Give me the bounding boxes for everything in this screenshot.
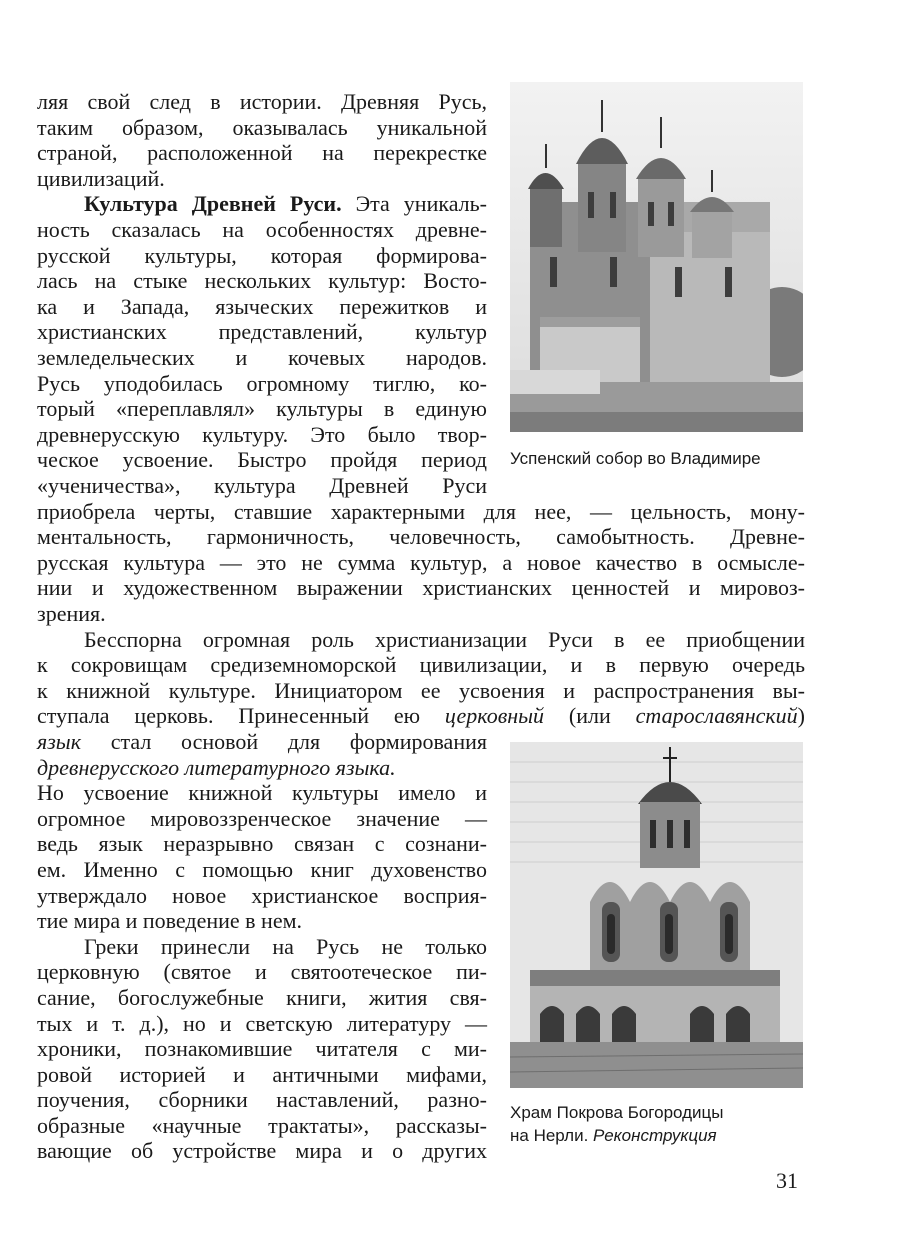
pokrova-caption-line1: Храм Покрова Богородицы bbox=[510, 1103, 724, 1122]
pokrova-caption-line2 bbox=[510, 1124, 717, 1148]
text-line: тие мира и поведение в нем. bbox=[37, 908, 303, 933]
text-line: хроники, познакомившие читателя с ми- bbox=[37, 1036, 487, 1061]
text-line: ментальность, гармоничность, человечность, самобытность. Древне- bbox=[37, 524, 805, 549]
text-line: поучения, сборники наставлений, разно- bbox=[37, 1087, 487, 1112]
text-line: лась на стыке нескольких культур: Восто- bbox=[37, 268, 487, 293]
pokrova-caption-place: на Нерли. bbox=[510, 1126, 594, 1145]
text-line: ведь язык неразрывно связан с сознани- bbox=[37, 831, 487, 856]
page-number: 31 bbox=[776, 1168, 798, 1193]
text-line: Греки принесли на Русь не только bbox=[84, 934, 487, 959]
section-heading-line bbox=[37, 191, 487, 217]
text-line: огромное мировоззренческое значение — bbox=[37, 806, 487, 831]
term-church-language: церковный bbox=[444, 703, 545, 728]
term-old-slavonic: старославянский bbox=[635, 703, 798, 728]
text-line: христианских представлений, культур bbox=[37, 319, 487, 344]
text-line: тых и т. д.), но и светскую литературу — bbox=[37, 1011, 487, 1036]
text-line: к сокровищам средиземноморской цивилизации, и в первую очередь bbox=[37, 652, 805, 677]
text-line: образные «научные трактаты», рассказы- bbox=[37, 1113, 487, 1138]
pokrova-caption-note: Реконструкция bbox=[593, 1126, 717, 1145]
section-heading: Культура Древней Руси. bbox=[84, 191, 342, 216]
text-line: ка и Запада, языческих пережитков и bbox=[37, 294, 487, 319]
text-line: зрения. bbox=[37, 601, 106, 626]
text-line: земледельческих и кочевых народов. bbox=[37, 345, 487, 370]
text-line: «ученичества», культура Древней Руси bbox=[37, 473, 487, 498]
text-span: ) bbox=[797, 703, 805, 728]
text-span: стал основой для формирования bbox=[81, 729, 487, 754]
text-line bbox=[37, 703, 805, 729]
text-line: ем. Именно с помощью книг духовенство bbox=[37, 857, 487, 882]
text-line: русской культуры, которая формирова- bbox=[37, 243, 487, 268]
text-line: ляя свой след в истории. Древняя Русь, bbox=[37, 89, 487, 114]
text-line: русская культура — это не сумма культур, а новое качество в осмысле- bbox=[37, 550, 805, 575]
term-literary-language: древнерусского литературного языка. bbox=[37, 755, 396, 780]
text-line: утверждало новое христианское восприя- bbox=[37, 883, 487, 908]
text-line: церковную (святое и святоотеческое пи- bbox=[37, 959, 487, 984]
text-span: Эта уникаль- bbox=[341, 191, 487, 216]
text-line: вающие об устройстве мира и о других bbox=[37, 1138, 487, 1163]
text-line: к книжной культуре. Инициатором ее усвоения и распространения вы- bbox=[37, 678, 805, 703]
text-line: цивилизаций. bbox=[37, 166, 165, 191]
text-line: таким образом, оказывалась уникальной bbox=[37, 115, 487, 140]
text-line bbox=[37, 729, 487, 755]
text-line: торый «переплавлял» культуры в единую bbox=[37, 396, 487, 421]
text-line: ческое усвоение. Быстро пройдя период bbox=[37, 447, 487, 472]
uspensky-cathedral-photo bbox=[510, 82, 803, 432]
text-line: нии и художественном выражении христианских ценностей и мировоз- bbox=[37, 575, 805, 600]
text-line: Бесспорна огромная роль христианизации Руси в ее приобщении bbox=[84, 627, 805, 652]
pokrova-church-photo bbox=[510, 742, 803, 1088]
text-line bbox=[37, 755, 487, 781]
text-line: приобрела черты, ставшие характерными для нее, — цельность, мону- bbox=[37, 499, 805, 524]
text-line: ность сказалась на особенностях древне- bbox=[37, 217, 487, 242]
text-line: Но усвоение книжной культуры имело и bbox=[37, 780, 487, 805]
text-line: ровой историей и античными мифами, bbox=[37, 1062, 487, 1087]
text-line: страной, расположенной на перекрестке bbox=[37, 140, 487, 165]
text-span: (или bbox=[544, 703, 636, 728]
term-language: язык bbox=[37, 729, 81, 754]
text-line: древнерусскую культуру. Это было твор- bbox=[37, 422, 487, 447]
uspensky-caption: Успенский собор во Владимире bbox=[510, 449, 761, 468]
text-span: ступала церковь. Принесенный ею bbox=[37, 703, 445, 728]
text-line: Русь уподобилась огромному тиглю, ко- bbox=[37, 371, 487, 396]
text-line: сание, богослужебные книги, жития свя- bbox=[37, 985, 487, 1010]
